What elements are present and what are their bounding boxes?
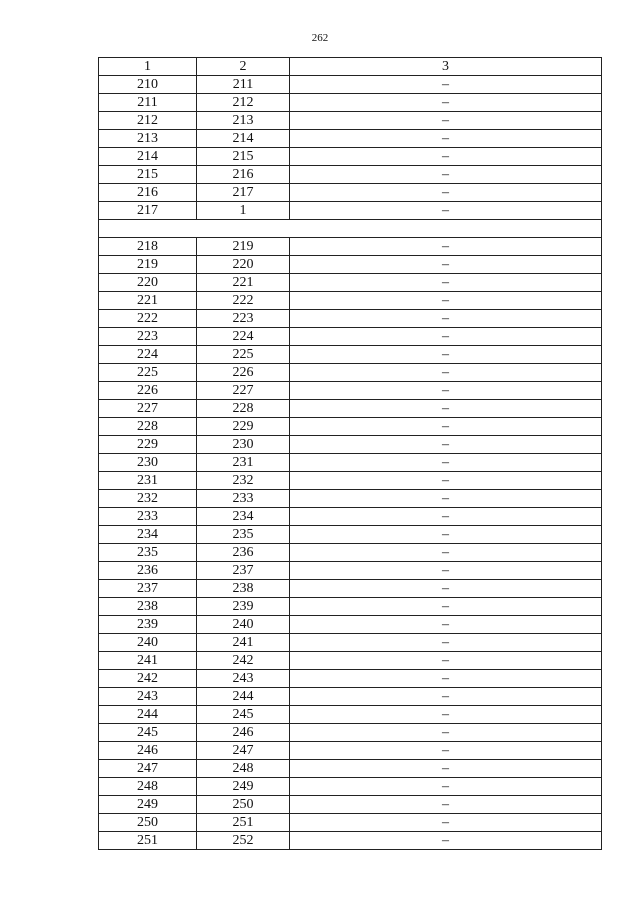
table-row xyxy=(99,598,602,616)
number-cell: 251 xyxy=(197,814,290,832)
table-row xyxy=(99,328,602,346)
dash-cell: – xyxy=(290,346,602,364)
dash-cell: – xyxy=(290,562,602,580)
number-cell: 242 xyxy=(99,670,197,688)
table-row xyxy=(99,436,602,454)
number-cell: 230 xyxy=(197,436,290,454)
number-cell: 210 xyxy=(99,76,197,94)
dash-cell: – xyxy=(290,796,602,814)
table-row xyxy=(99,490,602,508)
number-cell: 223 xyxy=(197,310,290,328)
table-row xyxy=(99,94,602,112)
number-cell: 246 xyxy=(99,742,197,760)
number-cell: 237 xyxy=(197,562,290,580)
number-cell: 234 xyxy=(99,526,197,544)
dash-cell: – xyxy=(290,382,602,400)
dash-cell: – xyxy=(290,652,602,670)
column-header-3: 3 xyxy=(290,58,602,76)
table-row xyxy=(99,526,602,544)
number-cell: 242 xyxy=(197,652,290,670)
dash-cell: – xyxy=(290,148,602,166)
table-row xyxy=(99,544,602,562)
dash-cell: – xyxy=(290,436,602,454)
number-cell: 220 xyxy=(99,274,197,292)
number-cell: 241 xyxy=(197,634,290,652)
number-cell: 249 xyxy=(197,778,290,796)
number-cell: 247 xyxy=(99,760,197,778)
table-row xyxy=(99,310,602,328)
number-cell: 213 xyxy=(197,112,290,130)
number-cell: 216 xyxy=(197,166,290,184)
number-cell: 238 xyxy=(197,580,290,598)
dash-cell: – xyxy=(290,310,602,328)
number-cell: 222 xyxy=(197,292,290,310)
number-cell: 248 xyxy=(99,778,197,796)
number-cell: 214 xyxy=(99,148,197,166)
dash-cell: – xyxy=(290,292,602,310)
number-cell: 237 xyxy=(99,580,197,598)
table-row xyxy=(99,562,602,580)
dash-cell: – xyxy=(290,166,602,184)
column-header-2: 2 xyxy=(197,58,290,76)
number-cell: 235 xyxy=(99,544,197,562)
number-cell: 250 xyxy=(99,814,197,832)
table-row xyxy=(99,184,602,202)
number-cell: 232 xyxy=(99,490,197,508)
number-cell: 227 xyxy=(99,400,197,418)
number-cell: 222 xyxy=(99,310,197,328)
number-cell: 217 xyxy=(99,202,197,220)
dash-cell: – xyxy=(290,760,602,778)
table-row xyxy=(99,814,602,832)
table-row xyxy=(99,832,602,850)
dash-cell: – xyxy=(290,256,602,274)
number-cell: 248 xyxy=(197,760,290,778)
number-cell: 247 xyxy=(197,742,290,760)
dash-cell: – xyxy=(290,400,602,418)
table-row xyxy=(99,472,602,490)
table-row xyxy=(99,256,602,274)
dash-cell: – xyxy=(290,454,602,472)
table-row xyxy=(99,166,602,184)
number-cell: 241 xyxy=(99,652,197,670)
table-row xyxy=(99,292,602,310)
number-cell: 1 xyxy=(197,202,290,220)
column-header-1: 1 xyxy=(99,58,197,76)
number-cell: 219 xyxy=(99,256,197,274)
number-cell: 228 xyxy=(99,418,197,436)
table-row xyxy=(99,274,602,292)
dash-cell: – xyxy=(290,472,602,490)
table-row xyxy=(99,238,602,256)
dash-cell: – xyxy=(290,724,602,742)
page-number: 262 xyxy=(311,32,329,44)
number-cell: 244 xyxy=(99,706,197,724)
number-cell: 226 xyxy=(99,382,197,400)
number-cell: 227 xyxy=(197,382,290,400)
number-cell: 240 xyxy=(99,634,197,652)
number-cell: 240 xyxy=(197,616,290,634)
dash-cell: – xyxy=(290,688,602,706)
number-cell: 223 xyxy=(99,328,197,346)
section-separator-cell xyxy=(99,220,602,238)
number-cell: 249 xyxy=(99,796,197,814)
number-cell: 250 xyxy=(197,796,290,814)
dash-cell: – xyxy=(290,526,602,544)
dash-cell: – xyxy=(290,778,602,796)
dash-cell: – xyxy=(290,670,602,688)
number-cell: 231 xyxy=(197,454,290,472)
dash-cell: – xyxy=(290,742,602,760)
number-cell: 213 xyxy=(99,130,197,148)
number-cell: 211 xyxy=(99,94,197,112)
table-row xyxy=(99,760,602,778)
number-cell: 215 xyxy=(197,148,290,166)
dash-cell: – xyxy=(290,490,602,508)
dash-cell: – xyxy=(290,76,602,94)
dash-cell: – xyxy=(290,274,602,292)
table-row xyxy=(99,580,602,598)
dash-cell: – xyxy=(290,544,602,562)
table-row xyxy=(99,688,602,706)
number-cell: 226 xyxy=(197,364,290,382)
dash-cell: – xyxy=(290,130,602,148)
number-cell: 212 xyxy=(197,94,290,112)
number-cell: 228 xyxy=(197,400,290,418)
dash-cell: – xyxy=(290,706,602,724)
number-cell: 239 xyxy=(99,616,197,634)
table-row xyxy=(99,706,602,724)
number-cell: 219 xyxy=(197,238,290,256)
header-row xyxy=(99,58,602,76)
table-row xyxy=(99,454,602,472)
number-cell: 251 xyxy=(99,832,197,850)
dash-cell: – xyxy=(290,328,602,346)
number-cell: 224 xyxy=(99,346,197,364)
dash-cell: – xyxy=(290,112,602,130)
table-row xyxy=(99,400,602,418)
number-cell: 236 xyxy=(99,562,197,580)
number-cell: 239 xyxy=(197,598,290,616)
dash-cell: – xyxy=(290,580,602,598)
table-row xyxy=(99,796,602,814)
number-cell: 225 xyxy=(197,346,290,364)
table-row xyxy=(99,778,602,796)
table-row xyxy=(99,112,602,130)
number-cell: 246 xyxy=(197,724,290,742)
section-separator-row xyxy=(99,220,602,238)
dash-cell: – xyxy=(290,598,602,616)
number-cell: 216 xyxy=(99,184,197,202)
dash-cell: – xyxy=(290,616,602,634)
table-row xyxy=(99,508,602,526)
number-cell: 221 xyxy=(197,274,290,292)
table-row xyxy=(99,634,602,652)
dash-cell: – xyxy=(290,364,602,382)
dash-cell: – xyxy=(290,94,602,112)
number-cell: 231 xyxy=(99,472,197,490)
number-cell: 243 xyxy=(99,688,197,706)
number-cell: 234 xyxy=(197,508,290,526)
table-row xyxy=(99,724,602,742)
number-cell: 229 xyxy=(197,418,290,436)
number-cell: 221 xyxy=(99,292,197,310)
number-cell: 245 xyxy=(197,706,290,724)
table-row xyxy=(99,652,602,670)
number-cell: 252 xyxy=(197,832,290,850)
number-cell: 245 xyxy=(99,724,197,742)
dash-cell: – xyxy=(290,508,602,526)
number-cell: 211 xyxy=(197,76,290,94)
dash-cell: – xyxy=(290,202,602,220)
dash-cell: – xyxy=(290,634,602,652)
number-cell: 217 xyxy=(197,184,290,202)
table-row xyxy=(99,670,602,688)
number-cell: 233 xyxy=(197,490,290,508)
number-cell: 235 xyxy=(197,526,290,544)
number-cell: 236 xyxy=(197,544,290,562)
table-row xyxy=(99,364,602,382)
table-body xyxy=(99,58,602,850)
number-cell: 243 xyxy=(197,670,290,688)
number-cell: 238 xyxy=(99,598,197,616)
number-cell: 230 xyxy=(99,454,197,472)
table-row xyxy=(99,616,602,634)
number-cell: 220 xyxy=(197,256,290,274)
dash-cell: – xyxy=(290,184,602,202)
dash-cell: – xyxy=(290,238,602,256)
number-cell: 229 xyxy=(99,436,197,454)
table-row xyxy=(99,202,602,220)
number-cell: 225 xyxy=(99,364,197,382)
number-cell: 224 xyxy=(197,328,290,346)
number-cell: 233 xyxy=(99,508,197,526)
table-row xyxy=(99,130,602,148)
table-row xyxy=(99,742,602,760)
dash-cell: – xyxy=(290,832,602,850)
number-cell: 218 xyxy=(99,238,197,256)
number-cell: 232 xyxy=(197,472,290,490)
dash-cell: – xyxy=(290,418,602,436)
number-cell: 212 xyxy=(99,112,197,130)
number-cell: 214 xyxy=(197,130,290,148)
table-row xyxy=(99,346,602,364)
number-cell: 244 xyxy=(197,688,290,706)
dash-cell: – xyxy=(290,814,602,832)
table-row xyxy=(99,418,602,436)
table-row xyxy=(99,148,602,166)
table-row xyxy=(99,382,602,400)
table-row xyxy=(99,76,602,94)
number-cell: 215 xyxy=(99,166,197,184)
data-table xyxy=(98,57,602,850)
